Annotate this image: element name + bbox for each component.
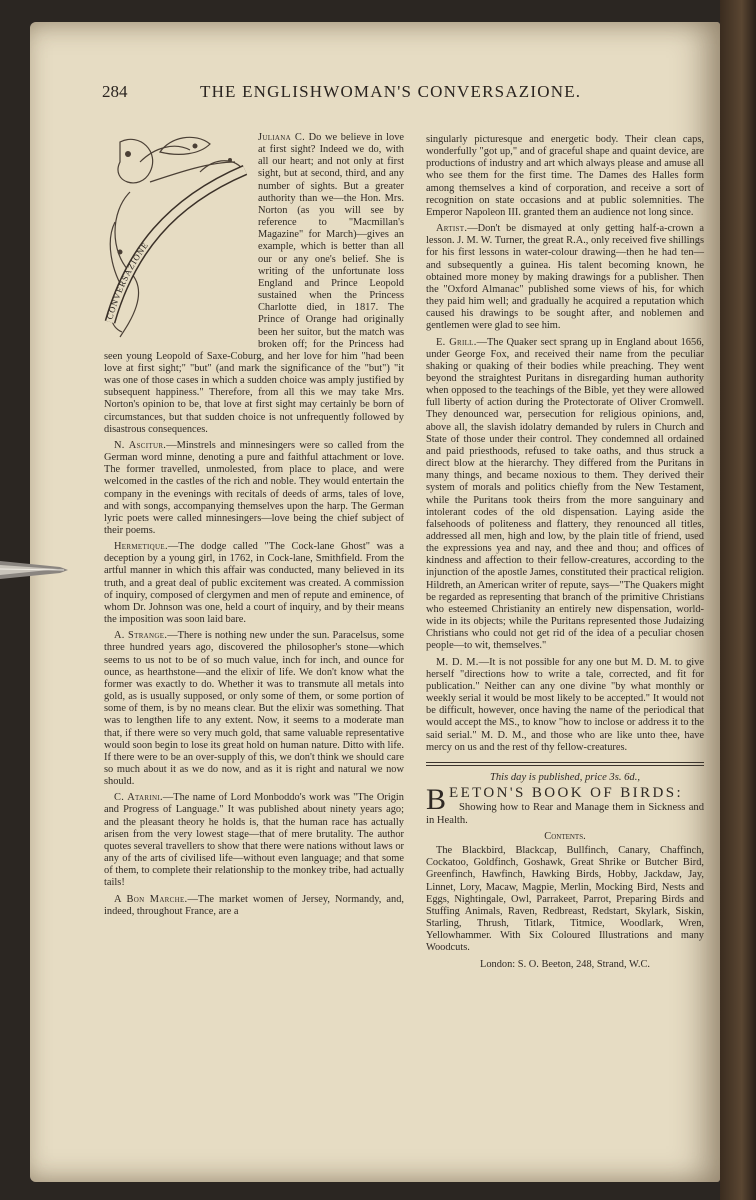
ad-title: [426, 782, 704, 827]
ad-title-rest: EETON'S BOOK OF BIRDS:: [449, 784, 684, 801]
page-header: [102, 82, 622, 108]
entry-text: —There is nothing new under the sun. Paracelsus, some three hundred years ago, discovered the philosopher's stone—which seems to us not to be of so much value, inch for inch, and ounce for ounce, as hearthstone—and the elixir of life. We don't know what the former was exactly to do. Whether it was to transmute all metals into gold, as is usually supposed, or only some of them, or some portion of some of them, is by no means clear. But the elixir was something. That was to lengthen life to any extent. Now, it seems to a moderate man that, if there were so very much gold, that same valuable representative would soon begin to lose its great hold on human nature. Ditto with life. If there were to be an over-supply of this, we don't think we should care so much about it as we do now, and as it is right and natural we now should.: [104, 630, 404, 788]
advertisement: [426, 772, 704, 971]
correspondent-name: Hermetique.: [114, 541, 168, 553]
right-column: [426, 134, 704, 971]
correspondent-entry: [104, 541, 404, 626]
right-entries: [426, 134, 704, 754]
correspondent-name: E. Grill.: [436, 336, 477, 348]
correspondent-name: A. Strange.: [114, 630, 168, 642]
entry-text: Do we believe in love at first sight? Indeed we do, with all our heart; and not only at first sight, but at second, third, and any number of sights. But a greater authority than we—the Hon. Mrs. Norton (as you will see by reference to "Macmillan's Magazine" for March)—gives an example, which is better than all our or any one's belief. She is writing of the unfortunate loss England and Prince Leopold sustained when the Princess Charlotte died, in 1817. The Prince of Orange had originally been her suitor, but the match was broken off; for the Princess had seen young Leopold of Saxe-Coburg, and her love for him "had been love at first sight;" "but" (and mark the significance of the "but") "it was one of those cases in which a sudden choice was amply justified by subsequent happiness." Therefore, from all this we may take Mrs. Norton's opinion to be, that love at first sight may certainly be born of circumstances, but that sudden choice is not unfrequently followed by disastrous consequences.: [104, 132, 405, 435]
correspondent-entry: [426, 134, 704, 219]
entry-text: —The name of Lord Monboddo's work was "The Origin and Progress of Language." It was published about ninety years ago; and the pleasant theory he holds is, that the human race has actually arisen from the very lowest stage—that of mere brutality. The author quotes several travellers to show that there were nations without laws or any of the arts of civilised life—without even language; and that some of them, to complete their relationship to the monkey tribe, had actually tails!: [104, 792, 404, 889]
correspondent-entry: [104, 894, 404, 918]
correspondent-entry: [426, 337, 704, 653]
entry-text: —The dodge called "The Cock-lane Ghost" was a deception by a young girl, in 1762, in Cock-lane, Smithfield. From the artful manner in which this affair was conducted, many believed in its truth, and a great deal of public excitement was created. A commission of inquiry, composed of clergymen and men of repute and eminence, of whom Dr. Johnson was one, held a court of inquiry, and by their means the imposition was soon laid bare.: [104, 541, 404, 626]
ad-intro: This day is published, price 3s. 6d.,: [489, 771, 641, 783]
metal-clip: [0, 553, 68, 587]
ad-address: London: S. O. Beeton, 248, Strand, W.C.: [479, 958, 650, 970]
entry-text: —It is not possible for any one but M. D. M. to give herself "directions how to write a tale, corrected, and fit for publication." Neither can any one divine "by what monthly or weekly serial it would be most likely to be accepted." It would not be difficult, however, once having the name of the periodical that would accept the MS., to know "how to inclose or address it to the said serial." M. D. M., and those who are like unto thee, have mercy on us and the rest of thy fellow-creatures.: [426, 656, 704, 753]
book-page: [30, 22, 720, 1182]
conversazione-ornament: [100, 132, 250, 342]
book-edge: [720, 0, 756, 1200]
entry-text: —The market women of Jersey, Normandy, and, indeed, throughout France, are a: [104, 893, 404, 917]
entry-text: —The Quaker sect sprang up in England about 1656, under George Fox, and received their name from the peculiar shaking or quaking of their bodies while preaching. They went beyond the straightest Puritans in disregarding human authority when opposed to the teachings of the Bible, yet they were allowed full liberty of action during the Protectorate of Oliver Cromwell. They denounced war, persecution for religious opinions, and, above all, the slavish idolatry demanded by rulers in Church and State of those under their control. They condemned all ordained and paid priesthoods, refused to take oaths, and thus struck a direct blow at the hierarchy. They differed from the Puritans in many things, and became noxious to them. They derived their system of morals and politics chiefly from the New Testament, while the Puritans took theirs from the more sanguinary and intolerant codes of the old dispensation. Laying aside the falsehoods of politeness and flattery, they renounced all titles, addressed all men, high and low, by the plain title of friend, used the expressions yea and nay, and thee and thou; and offices of kindness and affection to their fellow-creatures, according to the injunction of the apostle James, constituted their practical religion. Hildreth, an American writer of repute, says—"The Quakers might be regarded as representing that branch of the primitive Christians who esteemed Christianity an entirely new dispensation, world-wide in its objects; while the Puritans represented those Judaizing Christians who could not get rid of the idea of a peculiar chosen people—to wit, themselves.": [426, 336, 704, 652]
correspondent-entry: [426, 223, 704, 332]
divider-rule: [426, 762, 704, 763]
correspondent-name: M. D. M.: [436, 656, 479, 668]
correspondent-name: Artist.: [436, 223, 468, 235]
ad-contents: The Blackbird, Blackcap, Bullfinch, Canary, Chaffinch, Cockatoo, Goldfinch, Goshawk, Great Shrike or Butcher Bird, Greenfinch, Hawfinch, Hawking Birds, Hobby, Jackdaw, Jay, Linnet, Lory, Macaw, Magpie, Merlin, Mocking Bird, Nests and Eggs, Nightingale, Owl, Parrakeet, Parrot, Preparing Birds and Stuffing Animals, Raven, Redbreast, Redstart, Skylark, Siskin, Starling, Thrush, Titlark, Titmice, Woodlark, Wren, Yellowhammer. With Six Coloured Illustrations and many Woodcuts.: [426, 845, 704, 954]
correspondent-name: C. Atarini.: [114, 792, 163, 804]
correspondent-entry: [104, 440, 404, 537]
ad-title-initial: B: [426, 782, 447, 816]
left-column: [104, 132, 404, 922]
ad-contents-heading: Contents.: [544, 830, 586, 842]
ornament-text: CONVERSAZIONE: [104, 239, 151, 321]
entry-text: singularly picturesque and energetic body. Their clean caps, wonderfully "got up," and of graceful shape and quaint device, are productions of industry and art which always please and amuse all who see them for the first time. The Dames des Halles form among themselves a kind of corporation, and receive a sort of recognition on state occasions and at public solemnities. The Emperor Napoleon III. granted them an audience not long since.: [426, 134, 704, 218]
running-title: THE ENGLISHWOMAN'S CONVERSAZIONE.: [200, 82, 582, 101]
entry-text: —Don't be dismayed at only getting half-a-crown a lesson. J. M. W. Turner, the great R.A., only received five shillings for his first lessons in water-colour drawing—then he had ten—and subsequently a guinea. His talent becoming known, he obtained more money by making drawings for a publisher. Then the "Oxford Almanac" published some views of his, for which they paid him well; and gradually he acquired a reputation which caused his drawings to be sought after, and noblemen and gentlemen were glad to see him.: [426, 223, 704, 332]
ad-subtitle: Showing how to Rear and Manage them in Sickness and in Health.: [426, 801, 704, 826]
entry-text: —Minstrels and minnesingers were so called from the German word minne, denoting a pure and faithful attachment or love. The former travelled, unmolested, from place to place, and were welcomed in the castles of the rich and noble. They would entertain the company in the evenings with recitals of deeds of arms, tales of love, and with songs, accompanying themselves upon the harp. The German lyric poets were called minnesingers—love being the chief subject of their poems.: [104, 439, 404, 536]
correspondent-name: Juliana C.: [258, 132, 306, 143]
correspondent-entry: [426, 657, 704, 754]
correspondent-entry: [104, 792, 404, 889]
divider-rule: [426, 765, 704, 766]
page-number: 284: [102, 82, 128, 101]
correspondent-name: N. Ascitur.: [114, 439, 167, 451]
correspondent-name: A Bon Marche.: [114, 893, 188, 905]
correspondent-entry: [104, 630, 404, 788]
